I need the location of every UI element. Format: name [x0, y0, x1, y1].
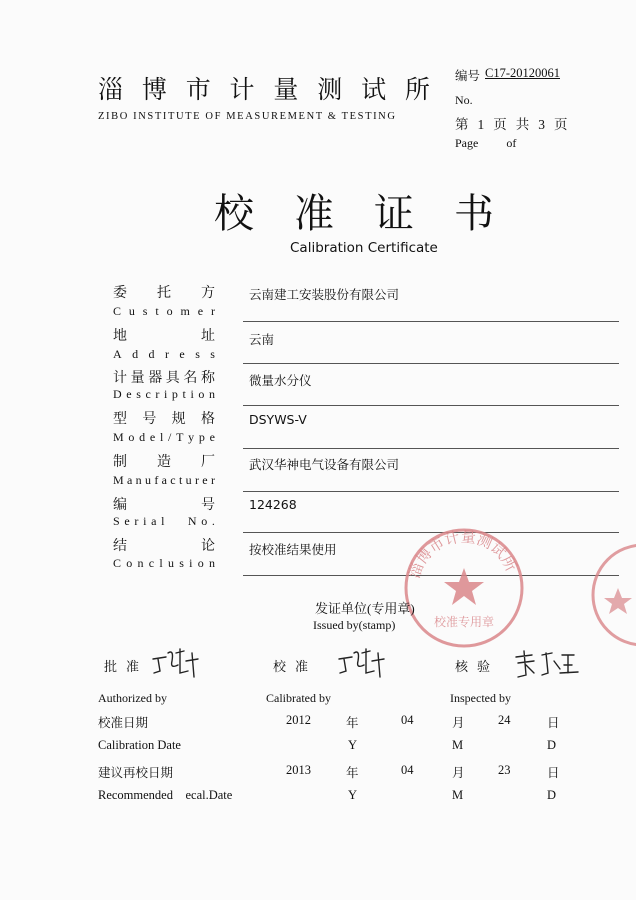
label-char: c [170, 473, 176, 487]
calibration-month: 04 [401, 713, 414, 727]
conclusion-label-cn [113, 535, 215, 555]
label-char: d [132, 347, 139, 361]
label-char: 厂 [201, 455, 215, 470]
label-char: 计 [113, 371, 127, 386]
label-char: M [113, 430, 124, 444]
label-char: u [144, 473, 151, 487]
recal-date-label-cn: 建议再校日期 [98, 766, 174, 780]
institute-char: 博 [141, 77, 167, 104]
seal-ring-text: 淄博市计量测试所 [405, 527, 521, 581]
label-char: r [194, 473, 199, 487]
label-char: s [195, 347, 200, 361]
label-char: n [137, 556, 144, 570]
label-char: a [161, 473, 167, 487]
label-char: e [126, 387, 132, 401]
label-char: f [154, 473, 159, 487]
manufacturer-label-cn [113, 451, 215, 471]
label-char: a [151, 514, 157, 528]
label-gap [169, 514, 183, 529]
seal-center-text: 校准专用章 [433, 615, 495, 629]
page-current: 1 [477, 117, 485, 132]
calibration-day: 24 [498, 713, 511, 727]
label-char: o [197, 556, 204, 570]
institute-name-en: ZIBO INSTITUTE OF MEASUREMENT & TESTING [98, 111, 397, 122]
label-char: l [161, 514, 165, 528]
recal-day: 23 [498, 763, 511, 777]
recal-year: 2013 [286, 763, 311, 777]
customer-label-en [113, 304, 215, 319]
label-char: 托 [157, 286, 171, 301]
label-char: 号 [142, 412, 157, 427]
label-char: s [142, 304, 148, 318]
inspected-label-cn: 核验 [455, 659, 500, 674]
page-word: 共 [515, 117, 530, 132]
model-label-cn [113, 408, 215, 428]
label-char: e [202, 473, 208, 487]
page-count-en [455, 136, 516, 151]
institute-char: 测 [317, 77, 343, 104]
description-value: 微量水分仪 [249, 373, 312, 388]
month-char: 月 [452, 766, 465, 780]
label-char: o [128, 430, 135, 444]
label-char: 编 [113, 498, 127, 513]
year-en: Y [348, 788, 358, 802]
seal-star-icon [444, 568, 484, 605]
label-char: d [139, 430, 146, 444]
partial-seal-stamp [588, 540, 636, 650]
title-char: 书 [454, 191, 494, 236]
label-char: 称 [200, 371, 215, 386]
month-char: 月 [452, 716, 465, 730]
label-char: p [198, 430, 205, 444]
label-char: M [113, 473, 124, 487]
page-word: 页 [554, 117, 568, 132]
label-char: 量 [130, 371, 145, 386]
label-char: r [134, 514, 139, 528]
label-char: e [179, 347, 185, 361]
official-seal-stamp [402, 526, 526, 650]
label-char: 具 [165, 371, 180, 386]
month-en: M [452, 738, 464, 752]
label-char: n [208, 387, 215, 401]
day-en: D [547, 738, 557, 752]
cert-no-en: No. [455, 93, 473, 107]
day-char: 日 [547, 766, 560, 780]
serial-label-en [113, 514, 215, 529]
customer-value: 云南建工安装股份有限公司 [249, 287, 400, 302]
label-char: m [180, 304, 190, 318]
year-en: Y [348, 738, 358, 752]
description-label-cn [113, 367, 215, 387]
day-char: 日 [547, 716, 560, 730]
calibrator-signature [336, 647, 392, 679]
label-char: 名 [183, 371, 198, 386]
label-char: 号 [201, 498, 215, 513]
label-char: 结 [113, 539, 127, 554]
label-char: 器 [148, 371, 163, 386]
label-char: o [198, 387, 205, 401]
institute-char: 所 [404, 77, 430, 104]
recal-month: 04 [401, 763, 414, 777]
institute-char: 淄 [98, 77, 124, 104]
label-char: 地 [113, 329, 127, 344]
label-char: r [210, 473, 215, 487]
label-char: . [211, 514, 215, 528]
label-char: N [187, 514, 197, 528]
label-char: u [167, 556, 174, 570]
label-char: a [127, 473, 133, 487]
title-char: 证 [374, 191, 414, 236]
cert-no-label: 编号 [455, 69, 481, 83]
field-underline [243, 321, 619, 322]
title-char: 校 [214, 191, 254, 236]
field-underline [243, 448, 619, 449]
certificate-title-cn [214, 182, 494, 239]
label-char: y [188, 430, 195, 444]
label-char: C [113, 556, 122, 570]
label-char: r [210, 304, 215, 318]
model-label-en [113, 430, 215, 445]
inspector-signature [512, 647, 582, 679]
label-char: t [178, 473, 183, 487]
cert-no-value: C17-20120061 [485, 66, 560, 80]
label-char: l [159, 430, 164, 444]
field-underline [243, 363, 619, 364]
label-char: 方 [201, 286, 215, 301]
label-char: i [163, 387, 168, 401]
manufacturer-label-en [113, 473, 215, 488]
conclusion-label-en [113, 556, 215, 571]
label-char: l [159, 556, 163, 570]
address-value: 云南 [249, 332, 275, 347]
page-en-of: of [506, 136, 517, 150]
label-char: e [197, 304, 204, 318]
label-char: i [190, 387, 194, 401]
manufacturer-value: 武汉华神电气设备有限公司 [249, 457, 400, 472]
label-char: A [113, 347, 122, 361]
model-value: DSYWS-V [249, 412, 307, 427]
label-char: c [148, 556, 155, 570]
field-underline [243, 491, 619, 492]
calibration-date-label-en: Calibration Date [98, 738, 181, 752]
certificate-title-en: Calibration Certificate [290, 240, 438, 256]
label-char: o [126, 556, 133, 570]
label-char: T [176, 430, 184, 444]
label-char: i [189, 556, 193, 570]
label-char: s [179, 556, 184, 570]
label-char: o [201, 514, 208, 528]
label-char: 论 [201, 539, 215, 554]
serial-label-cn [113, 494, 215, 514]
inspected-label-en: Inspected by [450, 691, 511, 705]
label-char: i [143, 514, 147, 528]
institute-name-cn [98, 70, 430, 106]
label-char: p [171, 387, 178, 401]
label-char: 委 [113, 286, 127, 301]
calibrated-label-cn: 校准 [273, 659, 318, 674]
day-en: D [547, 788, 557, 802]
calibration-year: 2012 [286, 713, 311, 727]
year-char: 年 [346, 766, 359, 780]
label-char: o [166, 304, 173, 318]
title-char: 准 [294, 191, 334, 236]
label-char: u [185, 473, 192, 487]
page-total: 3 [538, 117, 545, 132]
label-char: e [209, 430, 215, 444]
conclusion-value: 按校准结果使用 [249, 542, 337, 557]
label-char: 造 [157, 455, 171, 470]
label-char: e [124, 514, 130, 528]
label-char: r [155, 387, 160, 401]
institute-char: 计 [229, 77, 255, 104]
issued-by-en: Issued by(stamp) [313, 618, 396, 632]
institute-char: 市 [185, 77, 211, 104]
label-char: 址 [201, 329, 215, 344]
label-char: t [182, 387, 186, 401]
year-char: 年 [346, 716, 359, 730]
label-char: e [149, 430, 156, 444]
label-char: s [210, 347, 215, 361]
calibrated-label-en: Calibrated by [266, 691, 331, 705]
label-char: n [208, 556, 215, 570]
label-char: 规 [171, 412, 186, 427]
label-char: D [113, 387, 122, 401]
serial-value: 124268 [249, 497, 297, 512]
page-en-word: Page [455, 136, 479, 150]
recal-date-label-en: Recommended ecal.Date [98, 788, 233, 802]
calibration-date-label-cn: 校准日期 [98, 716, 149, 730]
institute-char: 试 [361, 77, 387, 104]
customer-label-cn [113, 282, 215, 302]
label-char: 格 [200, 412, 215, 427]
approved-label-cn: 批准 [104, 659, 149, 674]
label-char: s [136, 387, 141, 401]
label-char: C [113, 304, 122, 318]
seal-star-icon [604, 588, 632, 614]
label-char: 制 [113, 455, 127, 470]
label-char: c [145, 387, 151, 401]
label-char: 型 [113, 412, 127, 427]
label-char: n [135, 473, 142, 487]
page-count-cn [455, 113, 577, 133]
month-en: M [452, 788, 464, 802]
label-char: t [155, 304, 159, 318]
approved-label-en: Authorized by [98, 691, 167, 705]
description-label-en [113, 387, 215, 402]
page-word: 第 [455, 117, 469, 132]
page-word: 页 [493, 117, 507, 132]
label-char: u [128, 304, 135, 318]
approver-signature [150, 647, 206, 679]
label-char: d [148, 347, 155, 361]
field-underline [243, 405, 619, 406]
issued-by-cn: 发证单位(专用章) [315, 601, 415, 616]
institute-char: 量 [273, 77, 299, 104]
address-label-en [113, 347, 215, 362]
label-char: S [113, 514, 120, 528]
label-char: r [164, 347, 169, 361]
address-label-cn [113, 325, 215, 345]
label-char: / [168, 430, 172, 444]
